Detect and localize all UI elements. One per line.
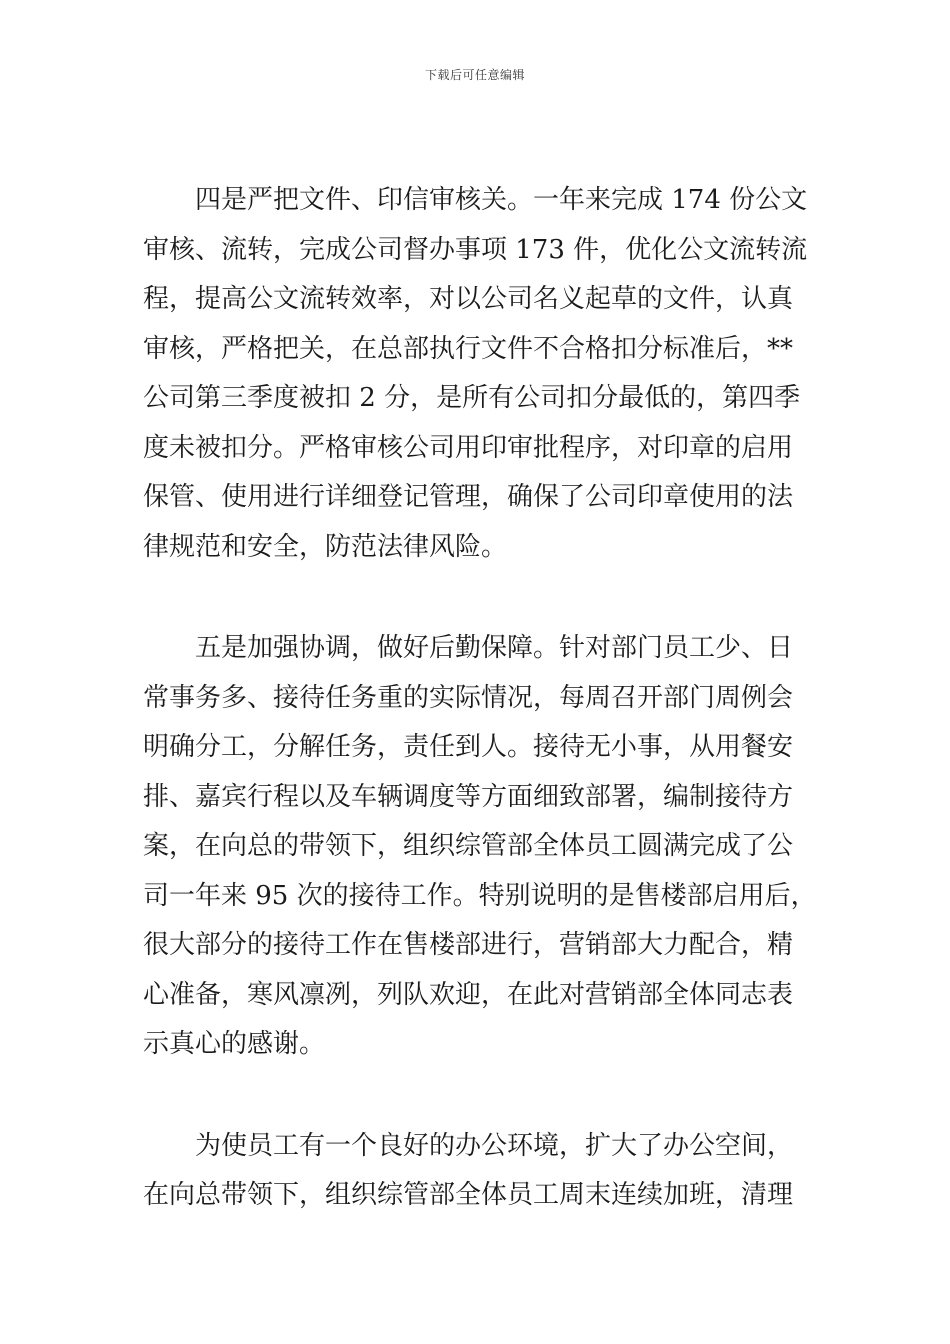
page-header-note: 下载后可任意编辑 bbox=[424, 68, 525, 82]
paragraph-line: 很大部分的接待工作在售楼部进行，营销部大力配合，精 bbox=[143, 930, 794, 960]
paragraph-document-review bbox=[143, 176, 823, 572]
document-body bbox=[143, 176, 823, 1273]
paragraph-line: 司一年来 95 次的接待工作。特别说明的是售楼部启用后， bbox=[143, 880, 817, 911]
paragraph-line: 五是加强协调，做好后勤保障。针对部门员工少、日 bbox=[195, 633, 794, 663]
paragraph-line: 保管、使用进行详细登记管理，确保了公司印章使用的法 bbox=[143, 482, 794, 512]
paragraph-line: 审核、流转，完成公司督办事项 173 件，优化公文流转流 bbox=[143, 234, 808, 265]
paragraph-line: 明确分工，分解任务，责任到人。接待无小事，从用餐安 bbox=[143, 732, 794, 762]
paragraph-line: 程，提高公文流转效率，对以公司名义起草的文件，认真 bbox=[143, 284, 794, 314]
paragraph-line: 排、嘉宾行程以及车辆调度等方面细致部署，编制接待方 bbox=[143, 781, 794, 812]
paragraph-line: 常事务多、接待任务重的实际情况，每周召开部门周例会 bbox=[143, 682, 794, 713]
paragraph-line: 度未被扣分。严格审核公司用印审批程序，对印章的启用 bbox=[143, 432, 794, 463]
paragraph-office-environment bbox=[143, 1122, 823, 1221]
paragraph-line: 示真心的感谢。 bbox=[143, 1029, 326, 1059]
paragraph-line: 心准备，寒风凛冽，列队欢迎，在此对营销部全体同志表 bbox=[143, 979, 794, 1010]
paragraph-line: 公司第三季度被扣 2 分，是所有公司扣分最低的，第四季 bbox=[143, 383, 801, 413]
paragraph-line: 审核，严格把关，在总部执行文件不合格扣分标准后，** bbox=[143, 333, 794, 364]
paragraph-line: 为使员工有一个良好的办公环境，扩大了办公空间， bbox=[195, 1130, 794, 1161]
paragraph-line: 四是严把文件、印信审核关。一年来完成 174 份公文 bbox=[195, 185, 808, 215]
paragraph-line: 在向总带领下，组织综管部全体员工周末连续加班，清理 bbox=[143, 1180, 794, 1210]
paragraph-logistics-support bbox=[143, 624, 823, 1070]
paragraph-line: 律规范和安全，防范法律风险。 bbox=[143, 531, 508, 562]
paragraph-line: 案，在向总的带领下，组织综管部全体员工圆满完成了公 bbox=[143, 831, 794, 861]
